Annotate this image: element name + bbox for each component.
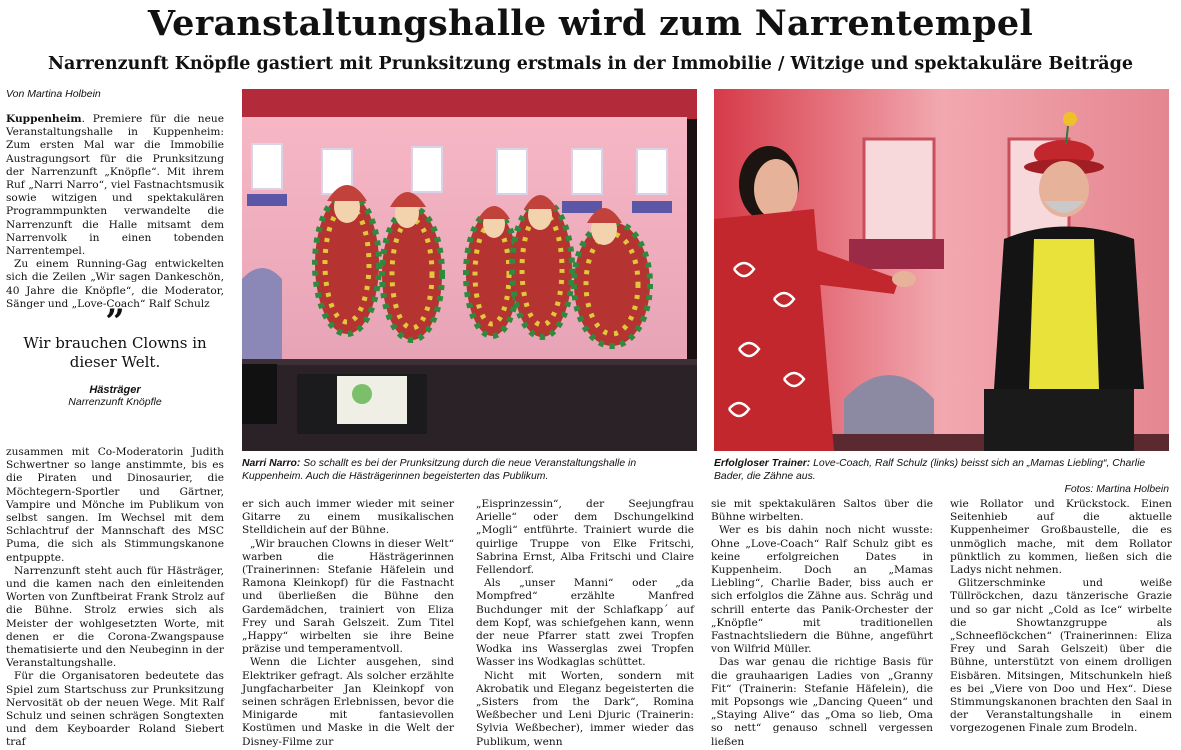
- paragraph: er sich auch immer wieder mit seiner Gitarre zu einem musikalischen Stelldichein auf der Bühne.: [242, 498, 454, 537]
- article-column-3: [476, 498, 694, 749]
- quote-mark-icon: ”: [105, 302, 125, 342]
- paragraph: Narrenzunft steht auch für Hästräger, und die kamen nach den einleitenden Worten von Zunftbeirat Frank Strolz auf die Bühne. Strolz erwies sich als Meister der wohlgesetzten Worte, mit denen er die Corona-Zwangspause thematisierte und den Neubeginn in der Veranstaltungshalle.: [6, 564, 224, 670]
- photo-credit: Fotos: Martina Holbein: [1064, 484, 1169, 495]
- paragraph: Das war genau die richtige Basis für die grauhaarigen Ladies von „Granny Fit“ (Trainerin: Stefanie Häfelein), die mit Popsongs wie „Dancing Queen“ und „Staying Alive“ das „Oma so lieb, Oma so nett“ genauso schnell vergessen ließen: [711, 656, 933, 748]
- subheadline: Narrenzunft Knöpfle gastiert mit Prunksitzung erstmals in der Immobilie / Witzige und spektakuläre Beiträge: [48, 54, 1133, 74]
- dateline: Kuppenheim: [6, 113, 82, 125]
- caption-title: Narri Narro:: [242, 458, 301, 469]
- article-column-4: [711, 498, 933, 749]
- photo-caption-2: [714, 457, 1169, 496]
- paragraph: zusammen mit Co-Moderatorin Judith Schwertner so lange anstimmte, bis es die Piraten und Dinosaurier, die Möchtegern-Sportler und Gärtner, Vampire und Mönche im Publikum von selbst sangen. Im Wechsel mit dem Schlachtruf der Mannschaft des MSC Puma, die sich als Stimmungskanone entpuppte.: [6, 446, 224, 564]
- caption-text: Love-Coach, Ralf Schulz (links) beisst sich an „Mamas Liebling“, Charlie Bader, die Zähne aus.: [714, 458, 1146, 482]
- paragraph: Zu einem Running-Gag entwickelten sich die Zeilen „Wir sagen Dankeschön, 40 Jahre die Knöpfle“, die Moderator, Sänger und „Love-Coach“ Ralf Schulz: [6, 258, 224, 310]
- paragraph: Für die Organisatoren bedeutete das Spiel zum Startschuss zur Prunksitzung Nervosität ob der neuen Wege. Mit Ralf Schulz und seinen schrägen Songtexten und dem Keyboarder Roland Siebert traf: [6, 670, 224, 749]
- paragraph: „Wir brauchen Clowns in dieser Welt“ warben die Hästrägerinnen (Trainerinnen: Stefanie Häfelein und Ramona Kleinkopf) für die Fastnacht und überließen die Bühne den Gardemädchen, trainiert von Eliza Frey und Sarah Gelszeit. Zum Titel „Happy“ wirbelten sie ihre Beine präzise und temperamentvoll.: [242, 537, 454, 656]
- article-column-2: [242, 498, 454, 749]
- pull-quote: [6, 302, 224, 408]
- article-column-1-bottom: [6, 446, 224, 750]
- quote-text: Wir brauchen Clowns in dieser Welt.: [23, 334, 207, 371]
- caption-text: So schallt es bei der Prunksitzung durch die neue Veranstaltungshalle in Kuppenheim. Auch die Hästrägerinnen begeisterten das Publikum.: [242, 458, 637, 482]
- photo-caption-1: [242, 457, 697, 483]
- paragraph: Wer es bis dahin noch nicht wusste: Ohne „Love-Coach“ Ralf Schulz gibt es keine erfolgreichen Dates in Kuppenheim. Doch an „Mamas Liebling“, Charlie Bader, biss auch er sich erfolglos die Zähne aus. Schräg und schrill enterte das Panik-Orchester der „Knöpfle“ mit traditionellen Fastnachtsliedern die Bühne, angeführt von Wilfrid Müller.: [711, 524, 933, 656]
- paragraph: Glitzerschminke und weiße Tüllröckchen, dazu tänzerische Grazie und so gar nicht „Cold as Ice“ wirbelte die Showtanzgruppe als „Schneeflöckchen“ (Trainerinnen: Eliza Frey und Sarah Gelszeit) über die Bühne, unterstützt von einem drolligen Eisbären. Mitsingen, Mitschunkeln hieß es bei „Viere von Doo und Hex“. Diese Stimmungskanonen brachten den Saal in der Veranstaltungshalle in einem vorgezogenen Finale zum Brodeln.: [950, 577, 1172, 735]
- byline: Von Martina Holbein: [6, 88, 101, 100]
- photo-erfolgloser-trainer: [714, 89, 1169, 451]
- paragraph: Wenn die Lichter ausgehen, sind Elektriker gefragt. Als solcher erzählte Jungfacharbeiter Jan Kleinkopf von seinen schrägen Erlebnissen, bevor die Minigarde mit fantasievollen Kostümen und Maske in die Welt der Disney-Filme zur: [242, 656, 454, 748]
- lead-paragraph: [6, 113, 224, 258]
- lead-text: . Premiere für die neue Veranstaltungshalle in Kuppenheim: Zum ersten Mal war die Immobilie Austragungsort für die Prunksitzung der Narrenzunft „Knöpfle“. Mit ihrem Ruf „Narri Narro“, viel Fastnachtsmusik sowie witzigen und spektakulären Programmpunkten verwandelte die Narrenzunft die Halle mitsamt dem Narrenvolk in einen tobenden Narrentempel.: [6, 113, 224, 258]
- paragraph: Als „unser Manni“ oder „da Mompfred“ erzählte Manfred Buchdunger mit der Schlafkapp´ auf dem Kopf, was schiefgehen kann, wenn der neue Pfarrer statt zwei Tropfen Wodka ins Wasserglas zwei Tropfen Wasser ins Wodkaglas schüttet.: [476, 577, 694, 669]
- paragraph: Nicht mit Worten, sondern mit Akrobatik und Eleganz begeisterten die „Sisters from the Dark“, Romina Weßbecher und Leni Djuric (Trainerin: Sylvia Weßbecher), immer wieder das Publikum, wenn: [476, 669, 694, 748]
- quote-author: Hästräger: [89, 384, 141, 396]
- paragraph: sie mit spektakulären Saltos über die Bühne wirbelten.: [711, 498, 933, 524]
- photo-narri-narro: [242, 89, 697, 451]
- headline: Veranstaltungshalle wird zum Narrentempel: [147, 3, 1034, 44]
- paragraph: „Eisprinzessin“, der Seejungfrau Arielle“ oder dem Dschungelkind „Mogli“ entführte. Trainiert wurde die quirlige Truppe von Elke Fritschi, Sabrina Ernst, Alba Fritschi und Claire Fellendorf.: [476, 498, 694, 577]
- caption-title: Erfolgloser Trainer:: [714, 458, 811, 469]
- article-column-5: [950, 498, 1172, 736]
- article-column-1-top: [6, 113, 224, 311]
- paragraph: wie Rollator und Krückstock. Einen Seitenhieb auf die aktuelle Kuppenheimer Großbaustelle, die es unmöglich mache, mit dem Rollator pünktlich zu kommen, ließen sich die Ladys nicht nehmen.: [950, 498, 1172, 577]
- quote-role: Narrenzunft Knöpfle: [68, 396, 162, 408]
